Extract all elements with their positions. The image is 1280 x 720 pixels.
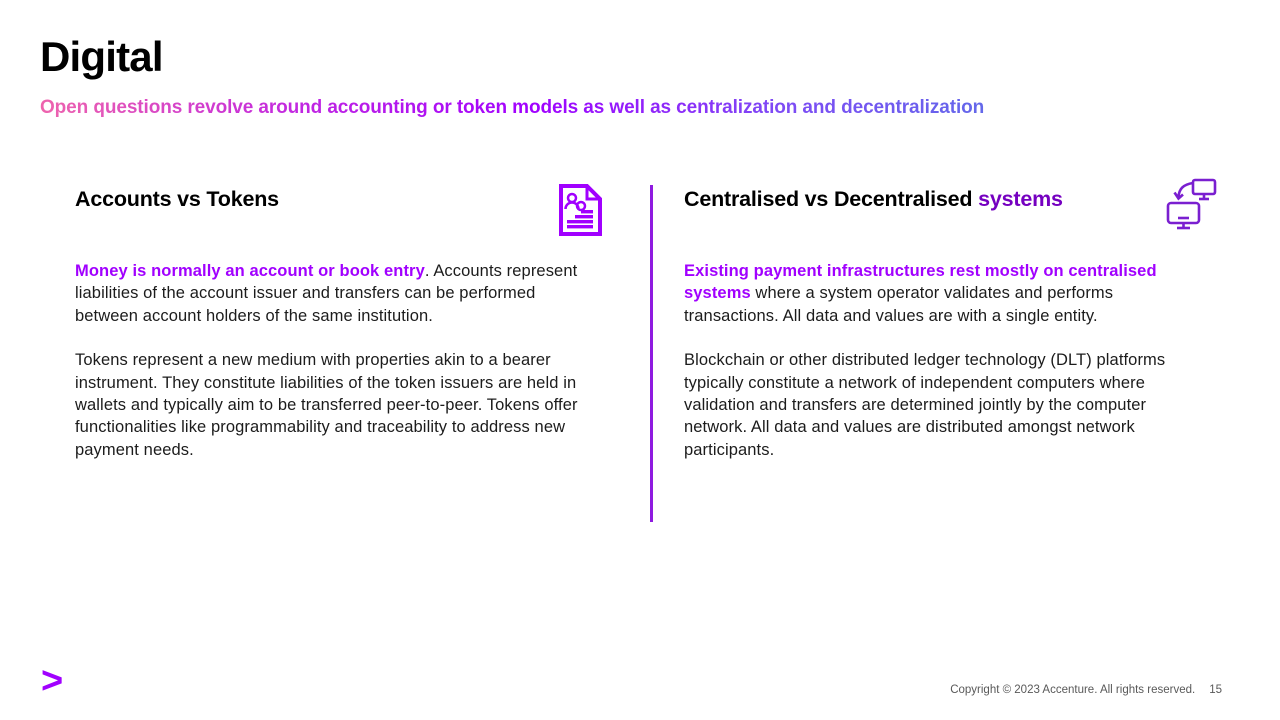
paragraph [75, 349, 603, 461]
accenture-logo: > [41, 660, 64, 702]
monitors-transfer-icon [1166, 177, 1218, 238]
page-title: Digital [40, 33, 163, 80]
page-number: 15 [1209, 684, 1222, 696]
paragraph-text: where a system operator validates and performs transactions. All data and values are with a single entity. [684, 284, 1114, 325]
column-body [75, 260, 603, 461]
copyright-text: Copyright © 2023 Accenture. All rights reserved. [950, 684, 1196, 696]
column-heading-text: Accounts vs Tokens [75, 187, 279, 211]
column-heading [75, 186, 603, 214]
paragraph [75, 260, 603, 327]
paragraph-text: Tokens represent a new medium with properties akin to a bearer instrument. They constitute liabilities of the token issuers are held in wallets and typically aim to be transferred peer-to-peer. Tokens offer functionalities like programmability and traceability to address new payment needs. [75, 351, 578, 459]
column-divider [650, 185, 653, 522]
account-document-icon [557, 184, 603, 241]
paragraph [684, 349, 1204, 461]
paragraph-lead-in: Existing payment infrastructures rest mostly on centralised systems [684, 261, 1157, 303]
footer-meta [950, 684, 1222, 696]
paragraph-text: Blockchain or other distributed ledger technology (DLT) platforms typically constitute a network of independent computers where validation and transfers are determined jointly by the computer network. All data and values are distributed amongst network participants. [684, 351, 1166, 459]
column-heading-text: Centralised vs Decentralised [684, 187, 973, 211]
paragraph-lead-in: Money is normally an account or book entry [75, 261, 425, 280]
column-accounts-vs-tokens [75, 186, 603, 483]
paragraph [684, 260, 1204, 327]
slide-subtitle: Open questions revolve around accounting or token models as well as centralization and decentralization [40, 97, 985, 118]
column-heading [684, 186, 1204, 214]
column-centralised-vs-decentralised [684, 186, 1204, 483]
paragraph-text: . Accounts represent liabilities of the account issuer and transfers can be performed between account holders of the same institution. [75, 261, 578, 325]
column-heading-accent: systems [972, 187, 1063, 211]
column-body [684, 260, 1204, 461]
